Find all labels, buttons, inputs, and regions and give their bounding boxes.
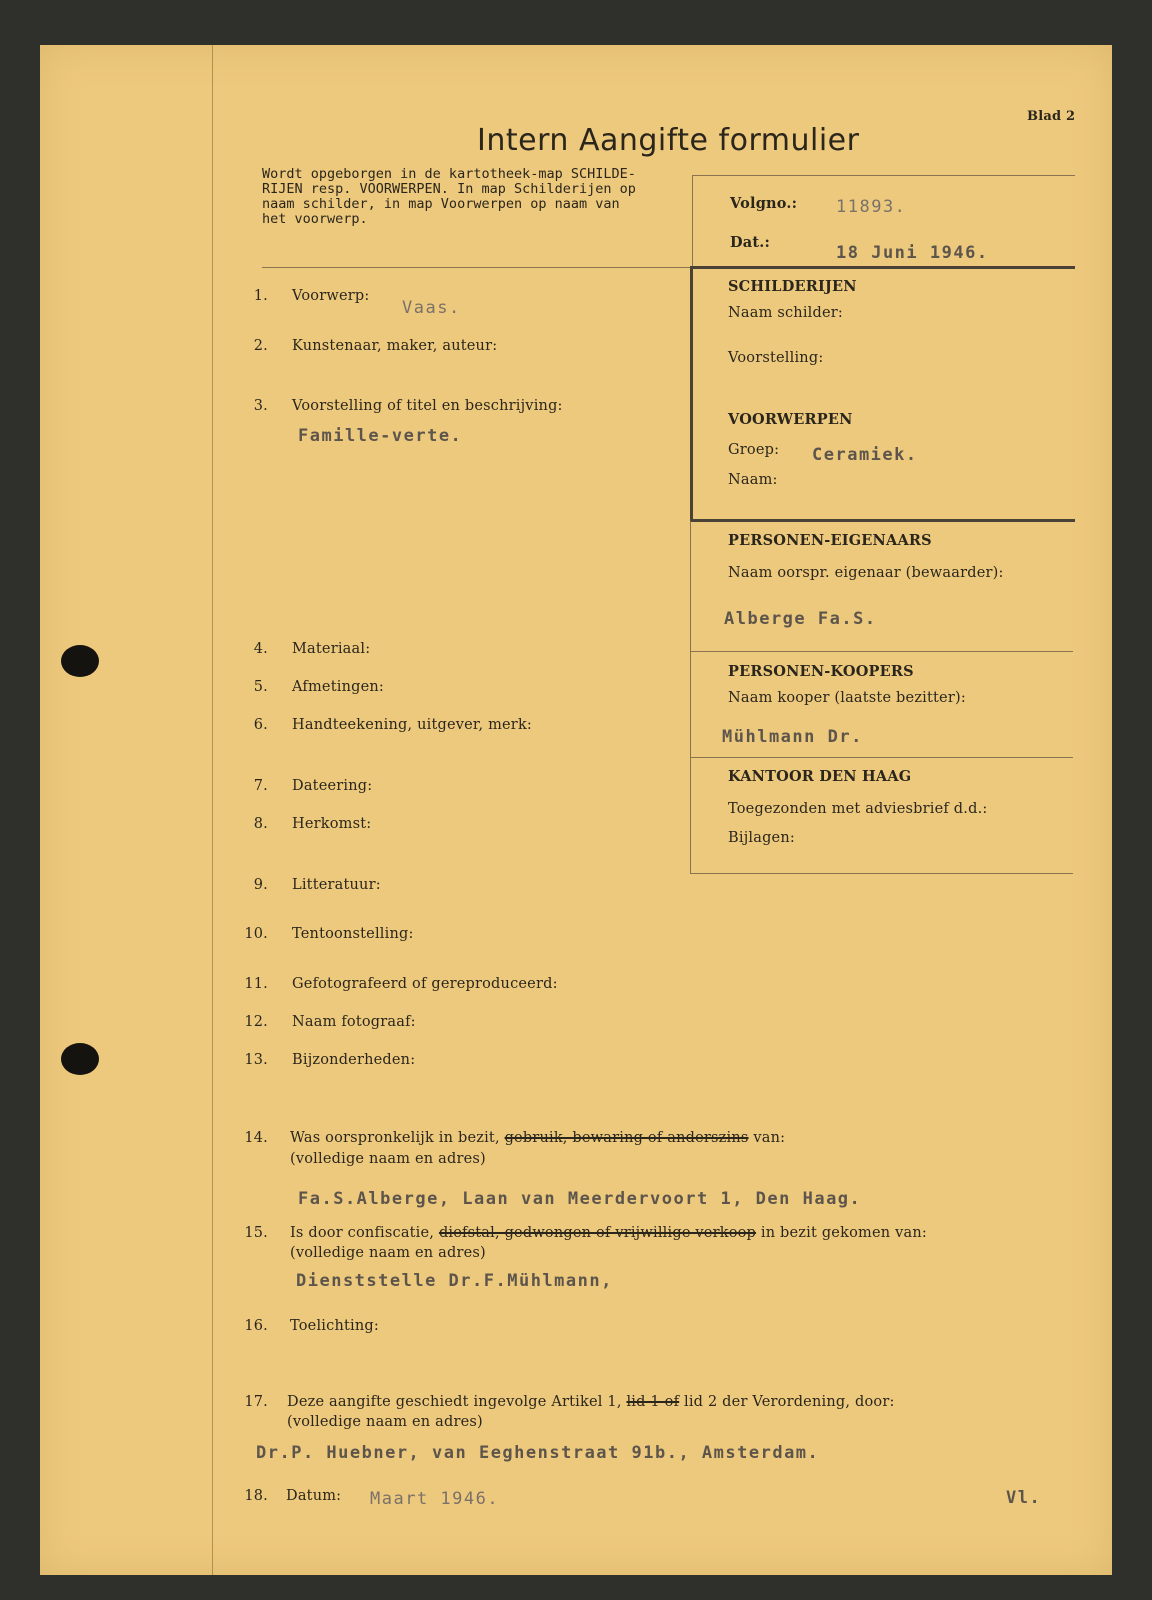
eigenaars-heading: PERSONEN-EIGENAARS [728, 532, 932, 549]
voorwerp-label: Voorwerp: [292, 288, 370, 304]
intro-line: het voorwerp. [262, 211, 368, 227]
field-number: 16. [244, 1318, 268, 1334]
field-14-value: Fa.S.Alberge, Laan van Meerdervoort 1, Den Haag. [298, 1189, 862, 1209]
kunstenaar-label: Kunstenaar, maker, auteur: [292, 338, 498, 354]
form-title: Intern Aangifte formulier [477, 123, 860, 158]
field-number: 3. [253, 398, 268, 414]
field-14-text [290, 1130, 785, 1146]
margin-line [212, 45, 213, 1575]
groep-label: Groep: [728, 442, 780, 458]
kooper-label: Naam kooper (laatste bezitter): [728, 690, 966, 706]
field-15-part-b: in bezit gekomen van: [760, 1225, 927, 1241]
herkomst-label: Herkomst: [292, 816, 372, 832]
afmetingen-label: Afmetingen: [292, 679, 385, 695]
kantoor-bottom [690, 873, 1073, 874]
dat-label: Dat.: [730, 234, 771, 251]
eigenaar-label: Naam oorspr. eigenaar (bewaarder): [728, 565, 1004, 581]
field-17-part-a: Deze aangifte geschiedt ingevolge Artikel 1, [287, 1394, 622, 1410]
field-number: 9. [253, 877, 268, 893]
field-14-part-b: van: [753, 1130, 786, 1146]
schilderijen-heading: SCHILDERIJEN [728, 278, 857, 295]
voorstelling-titel-label: Voorstelling of titel en beschrijving: [292, 398, 563, 414]
header-box-left [692, 175, 693, 267]
field-number: 18. [244, 1488, 268, 1504]
intro-text [262, 167, 636, 227]
eigenaar-value: Alberge Fa.S. [724, 609, 877, 629]
dat-value: 18 Juni 1946. [836, 243, 989, 263]
field-17-sub: (volledige naam en adres) [287, 1414, 483, 1430]
field-15-sub: (volledige naam en adres) [290, 1245, 486, 1261]
field-number: 1. [253, 288, 268, 304]
koopers-divider [690, 757, 1073, 758]
field-number: 15. [244, 1225, 268, 1241]
field-number: 4. [253, 641, 268, 657]
voorwerpen-heading: VOORWERPEN [728, 411, 853, 428]
eigenaars-divider [690, 651, 1073, 652]
page-number: Blad 2 [1027, 109, 1076, 124]
field-17-struck: lid 1 of [626, 1394, 680, 1410]
volgno-label: Volgno.: [730, 195, 798, 212]
volgno-value: 11893. [836, 197, 907, 217]
field-number: 7. [253, 778, 268, 794]
field-number: 5. [253, 679, 268, 695]
datum-value: Maart 1946. [370, 1489, 500, 1509]
kantoor-heading: KANTOOR DEN HAAG [728, 768, 912, 785]
intro-line: Wordt opgeborgen in de kartotheek-map SCHILDE- [262, 166, 636, 182]
right-box-left [690, 266, 693, 521]
field-number: 14. [244, 1130, 268, 1146]
header-box-top [692, 175, 1075, 176]
datum-label: Datum: [286, 1488, 342, 1504]
naam-schilder-label: Naam schilder: [728, 305, 843, 321]
field-17-text [287, 1394, 895, 1410]
field-number: 17. [244, 1394, 268, 1410]
gefotografeerd-label: Gefotografeerd of gereproduceerd: [292, 976, 558, 992]
bijlagen-label: Bijlagen: [728, 830, 795, 846]
field-number: 12. [244, 1014, 268, 1030]
field-14-struck: gebruik, bewaring of anderszins [504, 1130, 749, 1146]
bijzonderheden-label: Bijzonderheden: [292, 1052, 416, 1068]
field-14-sub: (volledige naam en adres) [290, 1151, 486, 1167]
field-number: 8. [253, 816, 268, 832]
dateering-label: Dateering: [292, 778, 373, 794]
field-15-value: Dienststelle Dr.F.Mühlmann, [296, 1271, 613, 1291]
koopers-heading: PERSONEN-KOOPERS [728, 663, 914, 680]
field-number: 6. [253, 717, 268, 733]
header-underline [262, 267, 692, 268]
right-lower-left [690, 521, 691, 873]
field-15-struck: diefstal, gedwongen of vrijwillige verkoop [438, 1225, 757, 1241]
naam-fotograaf-label: Naam fotograaf: [292, 1014, 416, 1030]
field-number: 10. [244, 926, 268, 942]
voorwerp-value: Vaas. [402, 298, 461, 318]
initials: Vl. [1006, 1488, 1042, 1508]
right-box-bottom [690, 519, 1075, 522]
right-box-top [690, 266, 1075, 269]
handteekening-label: Handteekening, uitgever, merk: [292, 717, 533, 733]
kooper-value: Mühlmann Dr. [722, 727, 863, 747]
punch-hole-top [61, 645, 99, 677]
intro-line: RIJEN resp. VOORWERPEN. In map Schilderijen op [262, 181, 636, 197]
tentoonstelling-label: Tentoonstelling: [292, 926, 414, 942]
litteratuur-label: Litteratuur: [292, 877, 381, 893]
groep-value: Ceramiek. [812, 445, 918, 465]
voorstelling-label: Voorstelling: [728, 350, 824, 366]
field-number: 2. [253, 338, 268, 354]
field-15-part-a: Is door confiscatie, [290, 1225, 435, 1241]
field-17-part-b: lid 2 der Verordening, door: [683, 1394, 895, 1410]
voorstelling-value: Famille-verte. [298, 426, 463, 446]
field-number: 11. [244, 976, 268, 992]
field-number: 13. [244, 1052, 268, 1068]
intro-line: naam schilder, in map Voorwerpen op naam van [262, 196, 620, 212]
field-15-text [290, 1225, 927, 1241]
naam-label: Naam: [728, 472, 778, 488]
field-17-value: Dr.P. Huebner, van Eeghenstraat 91b., Amsterdam. [256, 1443, 820, 1463]
punch-hole-bottom [61, 1043, 99, 1075]
toegezonden-label: Toegezonden met adviesbrief d.d.: [728, 801, 988, 817]
toelichting-label: Toelichting: [290, 1318, 379, 1334]
form-sheet [40, 45, 1112, 1575]
materiaal-label: Materiaal: [292, 641, 371, 657]
field-14-part-a: Was oorspronkelijk in bezit, [290, 1130, 500, 1146]
